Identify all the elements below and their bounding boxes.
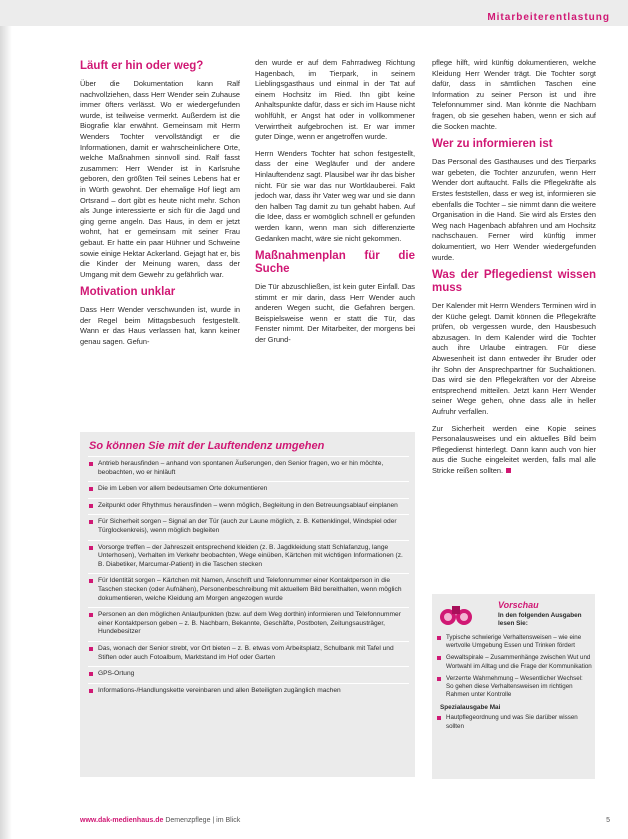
list-item: Verzerrte Wahrnehmung – Wesentlicher Wechsel: So gehen diese Verhaltensweisen im richtigen Rahmen unter Kontrolle — [436, 675, 592, 704]
paragraph-text: Zur Sicherheit werden eine Kopie seines Personalausweises und ein aktuelles Bild beim Pflegedienst hinterlegt. Dann kann auch von hier aus die Suche eingeleitet werden, falls mal alle Stricke reißen sollten. — [432, 423, 596, 475]
binoculars-icon — [438, 600, 474, 628]
list-item: Gewaltspirale – Zusammenhänge zwischen Wut und Wortwahl im Alltag und die Frage der Kommunikation — [436, 654, 592, 674]
list-item: Informations-/Handlungskette vereinbaren und allen Beteiligten zugänglich machen — [88, 683, 409, 700]
list-item: Für Sicherheit sorgen – Signal an der Tür (auch zur Laune möglich, z. B. Kettenklingel, Windspiel oder Türglockenkreis), wenn möglich begleiten — [88, 514, 409, 539]
paragraph: den wurde er auf dem Fahrradweg Richtung Hagenbach, im Tierpark, in seinem Lieblingsgasthaus und einmal in der Tat auf einem Hochsitz im Ried. Ihn gibt keine Anhaltspunkte dafür, dass er sich im Hause nicht wohlfühlt, er Angst hat oder in vollkommener Verwirrtheit aufgebrochen ist. Er war immer guter Dinge, wenn er angetroffen wurde. — [255, 58, 415, 142]
list-item: Hautpflegeordnung und was Sie darüber wissen sollten — [436, 714, 592, 734]
section-label: Mitarbeiterentlastung — [487, 12, 610, 23]
list-item: Das, wonach der Senior strebt, vor Ort bieten – z. B. etwas vom Arbeitsplatz, Schulbank mit Tafel und Stiften oder auch Fotoalbum, Marktstand im Hof oder Garten — [88, 641, 409, 666]
list-item: Zeitpunkt oder Rhythmus herausfinden – wenn möglich, Begleitung in den Betreuungsablauf einplanen — [88, 498, 409, 515]
list-item: Vorsorge treffen – der Jahreszeit entsprechend kleiden (z. B. Jagdkleidung statt Schlafanzug, lange Unterhosen), Verhalten im Verkehr beobachten, Wege einüben, Kärtchen mit wichtigen Informationen (z. B. Diabetiker, Marcumar-Patient) in die Taschen stecken — [88, 540, 409, 574]
footer-publication: Demenzpflege | im Blick — [165, 817, 241, 824]
preview-list — [436, 634, 592, 735]
list-item: Typische schwierige Verhaltensweisen – wie eine wertvolle Umgebung Essen und Trinken fördert — [436, 634, 592, 654]
tips-list — [80, 456, 415, 699]
heading-pflegedienst: Was der Pflegedienst wissen muss — [432, 269, 596, 295]
footer-url[interactable]: www.dak-medienhaus.de — [80, 817, 164, 824]
heading-motivation: Motivation unklar — [80, 286, 176, 299]
paragraph: Herrn Wenders Tochter hat schon festgestellt, dass der eine Wegläufer und der andere Hinlauftendenz sagt. Plausibel war ihr das bisher nicht. Für sie war das nur Wortklauberei. Fakt jedoch war, dass ihr Vater weg war und sie dann den halben Tag damit zu tun gehabt haben. Auf die Idee, dass er womöglich schnell er gefunden werden kann, wenn man sich differenzierte Gedanken macht, wäre sie nicht gekommen. — [255, 148, 415, 243]
preview-box — [432, 594, 595, 779]
paragraph: Das Personal des Gasthauses und des Tierparks war gebeten, die Tochter anzurufen, wenn Herr Wender dort auftaucht. Falls die Pflegekräfte als Erstes feststellen, dass er weg ist, informieren sie ebenfalls die Tochter – sie nimmt dann die weitere Organisation in die Hand. Sie wird als Erstes den Weg nach Hagenbach abfahren und am Hochsitz nachschauen. Ferner wird künftig immer dokumentiert, wo Herr Wender wiedergefunden wurde. — [432, 157, 596, 262]
tips-box — [80, 432, 415, 777]
column-2 — [255, 58, 415, 352]
page-fold-shadow — [0, 0, 12, 839]
end-mark-icon — [506, 468, 511, 473]
paragraph: Dass Herr Wender verschwunden ist, wurde in der Regel beim Mittagsbesuch festgestellt. Wann er das Haus verlassen hat, kann keiner genau sagen. Gefun- — [80, 305, 240, 347]
paragraph: Über die Dokumentation kann Ralf nachvollziehen, dass Herr Wender sein Zuhause immer öfters verlässt. Wo er wiedergefunden wurde, ist teilweise vermerkt. Außerdem ist die Biografie klar erwähnt. Gemeinsam mit Herrn Wenders Tochter vervollständigt er die Informationen, damit er wahrscheinlichere Orte, welche Maßnahmen sinnvoll sind. Ralf fasst zusammen: Herr Wender ist in Karlsruhe geboren, den größten Teil seines Lebens hat er in Würth gewohnt. Der ehemalige Hof liegt am Ortsrand – dort gibt es heute nicht mehr. Schon als Junge interessierte er sich für die Jagd und ging gerne angeln. Das Haus, in dem er jetzt wohnt, hat er gemeinsam mit seiner Frau gebaut. Er hatte ein paar Hühner und Schweine sowie einige Hektar Ackerland. Gejagt hat er, bis die Kinder der Meinung waren, dass der Umgang mit dem Gewehr zu gefährlich war. — [80, 79, 240, 279]
footer — [80, 817, 240, 824]
heading-laeuft-er-hin: Läuft er hin oder weg? — [80, 60, 204, 72]
list-item: Antrieb herausfinden – anhand von spontanen Äußerungen, den Senior fragen, wo er hin möchte, beobachten, wo er hinläuft — [88, 456, 409, 481]
heading-massnahmenplan: Maßnahmenplan für die Suche — [255, 250, 415, 276]
heading-wer-zu-informieren: Wer zu informieren ist — [432, 138, 553, 151]
list-item: GPS-Ortung — [88, 666, 409, 683]
column-3 — [432, 58, 596, 483]
column-1 — [80, 56, 240, 354]
paragraph: pflege hilft, wird künftig dokumentieren, welche Kleidung Herr Wender trägt. Die Tochter sorgt dafür, dass in sämtlichen Taschen eine Information zu seiner Person ist und ihre Telefonnummer sind. Man könnte die Nachbarn fragen, ob sie gesehen haben, wenn er sich auf die Socken machte. — [432, 58, 596, 131]
preview-intro: In den folgenden Ausgaben lesen Sie: — [498, 612, 582, 628]
list-item: Die im Leben vor allem bedeutsamen Orte dokumentieren — [88, 481, 409, 498]
special-issue-label: Spezialausgabe Mai — [440, 704, 501, 712]
tips-box-title: So können Sie mit der Lauftendenz umgehen — [89, 440, 325, 452]
list-item: Personen an den möglichen Anlaufpunkten (bzw. auf dem Weg dorthin) informieren und Telefonnummer einer Kontaktperson geben – z. B. Nachbarn, Bekannte, Geschäfte, Postboten, Zeitungsausträger, Hundebesitzer — [88, 607, 409, 641]
page-number: 5 — [606, 817, 610, 824]
paragraph: Der Kalender mit Herrn Wenders Terminen wird in der Küche gelegt. Damit können die Pflegekräfte prüfen, ob vergessen wurde, den Hausbesuch abzusagen. In dem Kalender wird die Tochter auch ihre Urlaube eintragen. Für diese Abwesenheit ist dann entweder ihr Bruder oder ihr Sohn der Ansprechpartner für Suchaktionen. Das wird sie den Pflegekräften vor der Abreise entsprechend mitteilen. Jetzt kann Herr Wender seiner Wege gehen, ohne dass alle in heller Aufruhr verfallen. — [432, 301, 596, 417]
paragraph: Die Tür abzuschließen, ist kein guter Einfall. Das stimmt er mir darin, dass Herr Wender auch anderen Wegen sucht, die Gefahren bergen. Beispielsweise wenn er statt die Tür, das Fenster nimmt. Der Mitarbeiter, der morgens bei der Grund- — [255, 282, 415, 345]
paragraph — [432, 424, 596, 477]
list-item: Für Identität sorgen – Kärtchen mit Namen, Anschrift und Telefonnummer einer Kontaktperson in die Taschen stecken (oder Aufnähen), Personenbeschreibung mit aktuellem Bild bereithalten, wenn möglich dokumentieren, welche Kleidung am Morgen angezogen wurde — [88, 573, 409, 607]
preview-title: Vorschau — [498, 600, 539, 610]
